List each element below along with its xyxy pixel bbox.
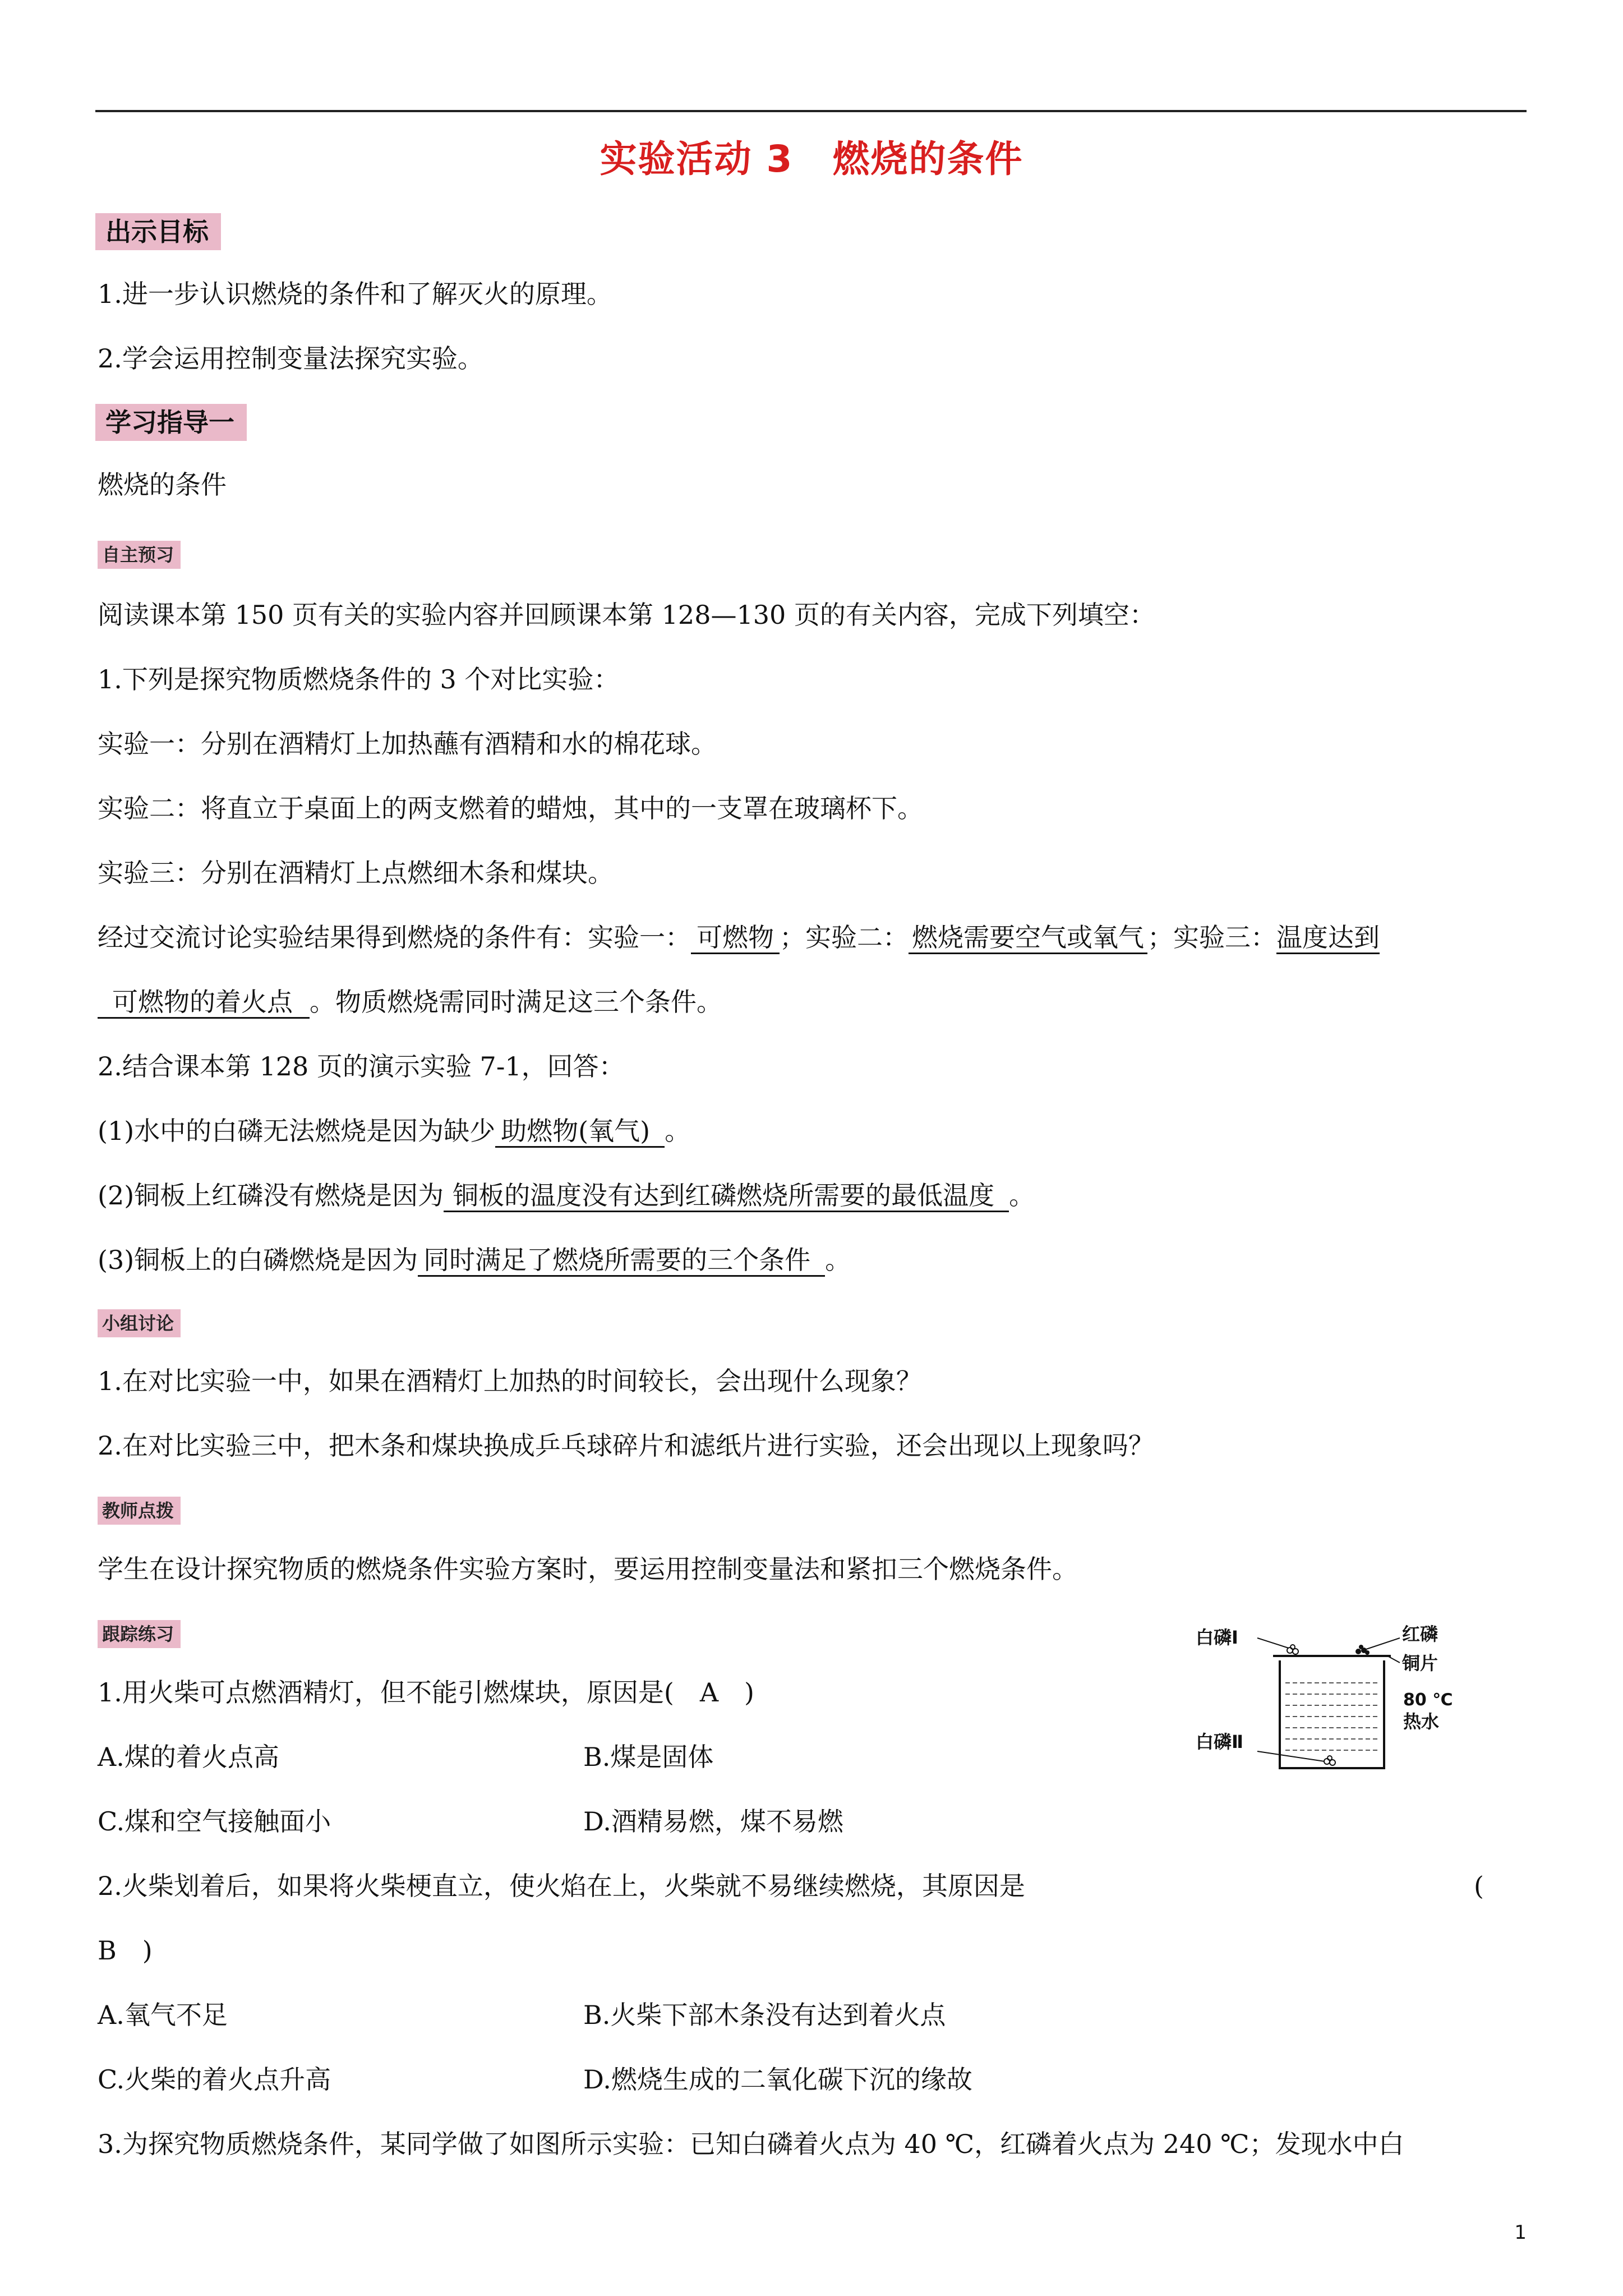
q2-part1-text: (1)水中的白磷无法燃烧是因为缺少 [98, 1116, 496, 1146]
q2-part1-end: 。 [665, 1116, 691, 1146]
option-1d: D.酒精易燃，煤不易燃 [583, 1806, 843, 1837]
option-2d: D.燃烧生成的二氧化碳下沉的缘故 [583, 2064, 972, 2095]
practice-1: 1.用火柴可点燃酒精灯，但不能引燃煤块，原因是( A ) [98, 1677, 755, 1708]
answer-3b: 可燃物的着火点 [98, 987, 310, 1019]
conclusion-text-b: ；实验二： [780, 922, 909, 953]
option-1c: C.煤和空气接触面小 [98, 1806, 331, 1837]
option-1b: B.煤是固体 [583, 1742, 714, 1772]
section-guide1: 学习指导一 [95, 404, 247, 441]
q2-part3 [98, 1243, 851, 1277]
conclusion-text-a: 经过交流讨论实验结果得到燃烧的条件有：实验一： [98, 922, 691, 953]
conclusion-text-d: 。物质燃烧需同时满足这三个条件。 [310, 987, 722, 1017]
practice-2-answer: B ) [98, 1935, 153, 1966]
answer-1: 可燃物 [691, 922, 780, 954]
white-phosphorus-1 [1287, 1645, 1298, 1654]
q2-part1 [98, 1114, 690, 1148]
title-part1: 实验活动 3 [600, 137, 794, 181]
q2-part3-text: (3)铜板上的白磷燃烧是因为 [98, 1245, 418, 1275]
header-rule [95, 110, 1527, 112]
white-phosphorus-2 [1324, 1756, 1335, 1765]
goal-2: 2.学会运用控制变量法探究实验。 [98, 343, 483, 374]
answer-2: 燃烧需要空气或氧气 [909, 922, 1147, 954]
beaker [1280, 1660, 1384, 1768]
q2-part2-end: 。 [1009, 1180, 1035, 1211]
hot-water-surface [1285, 1683, 1380, 1750]
preview-q2: 2.结合课本第 128 页的演示实验 7-1，回答： [98, 1051, 625, 1082]
phosphorus-experiment-figure [1195, 1621, 1486, 1789]
section-preview: 自主预习 [98, 541, 181, 569]
option-2b: B.火柴下部木条没有达到着火点 [583, 2000, 946, 2030]
label-temp: 80 ℃ [1403, 1690, 1453, 1710]
section-goals: 出示目标 [95, 213, 221, 250]
red-phosphorus [1355, 1645, 1370, 1655]
experiment-1: 实验一：分别在酒精灯上加热蘸有酒精和水的棉花球。 [98, 729, 717, 759]
section-discussion: 小组讨论 [98, 1309, 181, 1337]
q2-part2 [98, 1179, 1035, 1212]
figure-drawing [1195, 1621, 1486, 1789]
preview-intro: 阅读课本第 150 页有关的实验内容并回顾课本第 128—130 页的有关内容，完成下列填空： [98, 600, 1155, 630]
page-number: 1 [1514, 2221, 1527, 2244]
practice-2: 2.火柴划着后，如果将火柴梗直立，使火焰在上，火柴就不易继续燃烧，其原因是 [98, 1871, 1025, 1901]
q2-part2-text: (2)铜板上红磷没有燃烧是因为 [98, 1180, 444, 1211]
conclusion-line-2 [98, 985, 722, 1019]
option-1a: A.煤的着火点高 [98, 1742, 279, 1772]
section-teacher: 教师点拨 [98, 1497, 181, 1525]
page-title [0, 129, 1623, 182]
answer-3a: 温度达到 [1276, 922, 1380, 954]
guide-topic: 燃烧的条件 [98, 470, 227, 500]
option-2a: A.氧气不足 [98, 2000, 228, 2030]
preview-q1: 1.下列是探究物质燃烧条件的 3 个对比实验： [98, 664, 620, 694]
experiment-3: 实验三：分别在酒精灯上点燃细木条和煤块。 [98, 858, 614, 888]
practice-2-paren: ( [1474, 1871, 1484, 1901]
label-red-p: 红磷 [1402, 1623, 1438, 1645]
teacher-text: 学生在设计探究物质的燃烧条件实验方案时，要运用控制变量法和紧扣三个燃烧条件。 [98, 1554, 1078, 1584]
practice-3: 3.为探究物质燃烧条件，某同学做了如图所示实验：已知白磷着火点为 40 ℃，红磷着火点为 240 ℃；发现水中白 [98, 2129, 1404, 2159]
label-white-p1: 白磷Ⅰ [1196, 1627, 1238, 1648]
goal-1: 1.进一步认识燃烧的条件和了解灭火的原理。 [98, 279, 612, 309]
experiment-2: 实验二：将直立于桌面上的两支燃着的蜡烛，其中的一支罩在玻璃杯下。 [98, 793, 923, 823]
title-part2: 燃烧的条件 [832, 137, 1023, 181]
discussion-2: 2.在对比实验三中，把木条和煤块换成乒乓球碎片和滤纸片进行实验，还会出现以上现象吗？ [98, 1430, 1154, 1461]
q2-part3-answer: 同时满足了燃烧所需要的三个条件 [418, 1245, 825, 1277]
q2-part3-end: 。 [825, 1245, 851, 1275]
q2-part2-answer: 铜板的温度没有达到红磷燃烧所需要的最低温度 [444, 1180, 1009, 1212]
label-white-p2: 白磷Ⅱ [1196, 1731, 1244, 1752]
discussion-1: 1.在对比实验一中，如果在酒精灯上加热的时间较长，会出现什么现象？ [98, 1366, 922, 1396]
conclusion-line [98, 921, 1380, 954]
conclusion-text-c: ；实验三： [1147, 922, 1276, 953]
q2-part1-answer: 助燃物(氧气) [495, 1116, 665, 1148]
section-practice: 跟踪练习 [98, 1620, 181, 1648]
label-hot-water: 热水 [1403, 1711, 1440, 1732]
option-2c: C.火柴的着火点升高 [98, 2064, 331, 2095]
label-copper: 铜片 [1402, 1653, 1438, 1674]
